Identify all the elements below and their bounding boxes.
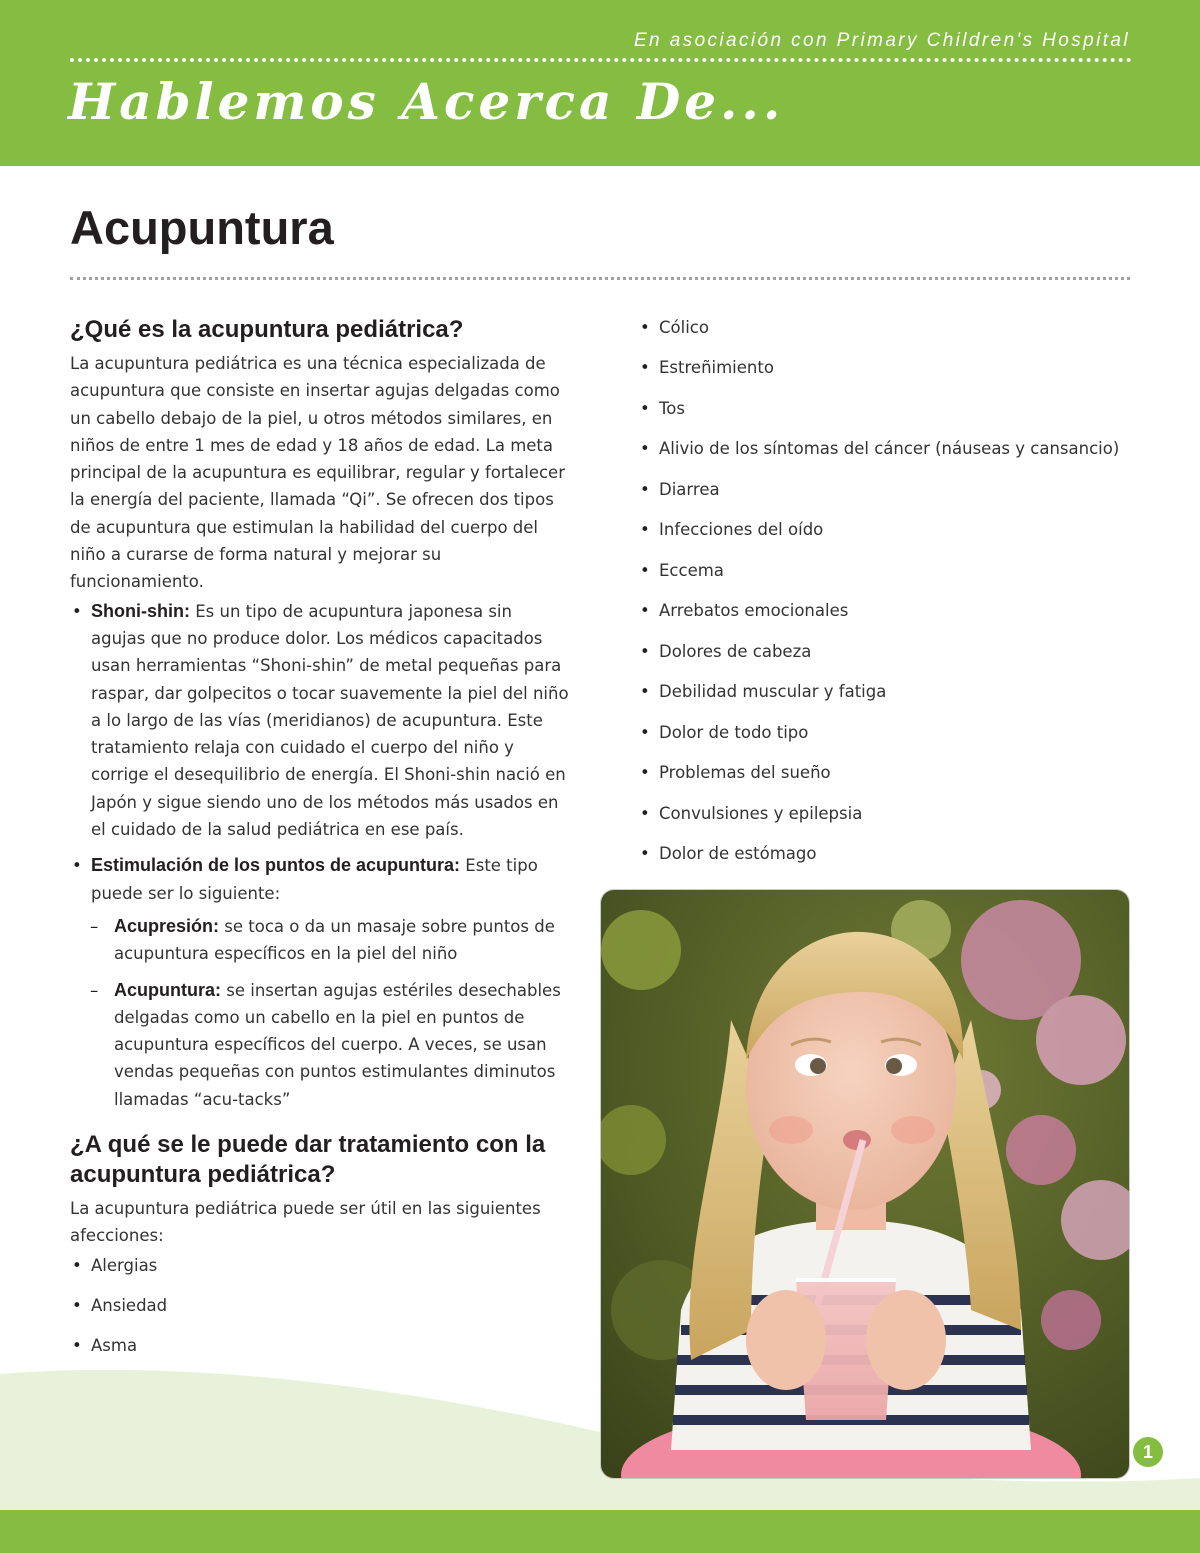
conditions-intro: La acupuntura pediátrica puede ser útil en las siguientes afecciones: [70,1199,541,1246]
footer-bar [0,1510,1200,1553]
header-divider [70,58,1132,62]
right-column [638,314,1138,881]
list-item: • Eccema [638,557,1138,584]
list-item: • Ansiedad [70,1292,570,1319]
list-item-shoni-shin: • Shoni-shin: Es un tipo de acupuntura japonesa sin agujas que no produce dolor. Los médicos capacitados usan herramientas “Shoni-shin” de metal pequeñas para raspar, dar golpecitos o tocar suavemente la piel del niño a lo largo de las vías (meridianos) de acupuntura. Este tratamiento relaja con cuidado el cuerpo del niño y corrige el desequilibrio de energía. El Shoni-shin nació en Japón y sigue siendo uno de los métodos más usados en el cuidado de la salud pediátrica en ese país. [70,598,570,844]
list-item: • Diarrea [638,476,1138,503]
page-number-badge: 1 [1133,1437,1163,1467]
header-banner [0,0,1200,166]
list-item: • Problemas del sueño [638,759,1138,786]
left-column [70,315,570,1453]
list-item: • Asma [70,1332,570,1359]
series-title: Hablemos Acerca De... [68,72,785,131]
sublist-item-acupresion: – Acupresión: se toca o da un masaje sobre puntos de acupuntura específicos en la piel del niño [70,913,570,968]
list-item: • Arrebatos emocionales [638,597,1138,624]
list-item: • Tos [638,395,1138,422]
list-item: • Estreñimiento [638,354,1138,381]
stimulation-sublist [70,913,570,1113]
list-item: • Debilidad muscular y fatiga [638,678,1138,705]
title-divider [70,277,1130,280]
list-item: • Dolores de cabeza [638,638,1138,665]
section-heading-what: ¿Qué es la acupuntura pediátrica? [70,316,464,343]
list-item: • Convulsiones y epilepsia [638,800,1138,827]
list-item: • Infecciones del oído [638,516,1138,543]
list-item: • Alergias [70,1252,570,1279]
section-heading-treatment: ¿A qué se le puede dar tratamiento con la acupuntura pediátrica? [70,1131,546,1189]
list-item: • Cólico [638,314,1138,341]
list-item: • Dolor de estómago [638,840,1138,867]
conditions-list-right [638,314,1138,868]
partner-text: En asociación con Primary Children's Hospital [633,30,1130,51]
photo-illustration [601,890,1130,1479]
page-title: Acupuntura [70,201,334,254]
sublist-item-acupuntura: – Acupuntura: se insertan agujas estériles desechables delgadas como un cabello en la piel en puntos de acupuntura específicos del cuerpo. A veces, se usan vendas pequeñas con puntos estimulantes diminutos llamadas “acu-tacks” [70,977,570,1113]
intro-paragraph: La acupuntura pediátrica es una técnica especializada de acupuntura que consiste en insertar agujas delgadas como un cabello debajo de la piel, u otros métodos similares, en niños de entre 1 mes de edad y 18 años de edad. La meta principal de la acupuntura es equilibrar, regular y fortalecer la energía del paciente, llamada “Qi”. Se ofrecen dos tipos de acupuntura que estimulan la habilidad del cuerpo del niño a curarse de forma natural y mejorar su funcionamiento. [70,354,565,592]
child-drinking-photo [600,889,1130,1479]
list-item: • Alivio de los síntomas del cáncer (náuseas y cansancio) [638,435,1138,462]
list-item-point-stimulation: • Estimulación de los puntos de acupuntura: Este tipo puede ser lo siguiente: – Acupresión: se toca o da un masaje sobre puntos de acupuntura específicos en la piel del niño – Acupuntura: se insertan agujas estériles desechables delgadas como un cabello en la piel en puntos de acupuntura específicos del cuerpo. A veces, se usan vendas pequeñas con puntos estimulantes diminutos llamadas “acu-tacks” [70,852,570,1113]
list-item: • Dolor de todo tipo [638,719,1138,746]
acupuncture-types-list [70,598,570,1113]
